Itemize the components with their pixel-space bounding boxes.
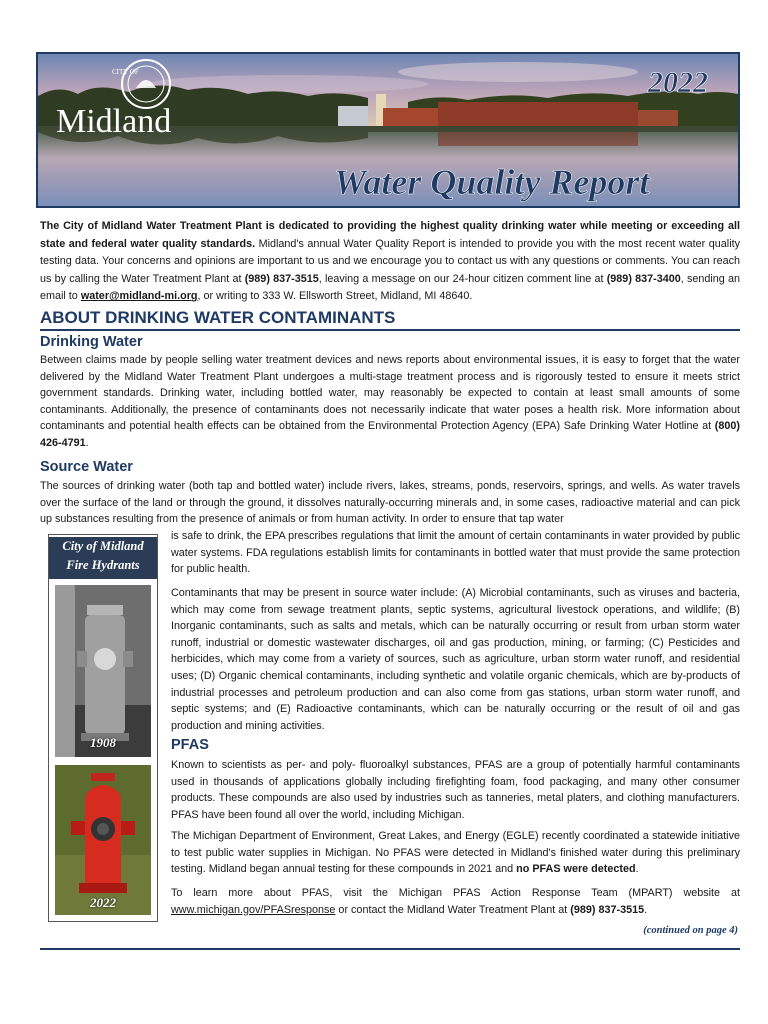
photo-year-1908: 1908 — [90, 735, 116, 750]
comment-line-phone: (989) 837-3400 — [606, 272, 681, 285]
intro-body-3: , sending an email to — [40, 272, 740, 303]
seal-text: CITY OF — [112, 68, 139, 76]
section-title-rule — [40, 329, 740, 331]
intro-body: Midland's annual Water Quality Report is intended to provide you with the most recent water quality testing data. Your concerns and opinions are important to us and we encourage you to contact us with any questions or comments. You can reach us by calling the Water Treatment Plant at — [40, 237, 741, 285]
epa-hotline: (800) 426-4791 — [40, 420, 740, 449]
source-water-text-cont: is safe to drink, the EPA prescribes regulations that limit the amount of certain contaminants in water provided by public water systems. FDA regulations establish limits for contaminants in bottled water that must provide the same protection for public health. — [171, 530, 740, 576]
plant-phone: (989) 837-3515 — [244, 272, 319, 285]
banner-lake-photo — [38, 54, 738, 206]
hydrant-sidebar — [48, 534, 158, 922]
pfas-paragraph-2: The Michigan Department of Environment, Great Lakes, and Energy (EGLE) recently coordinated a statewide initiative to test public water supplies in Michigan. No PFAS were detected in Midland's finished water during this preliminary testing. Midland began annual testing for these compounds in 2021 and no PFAS were detected. — [171, 830, 740, 876]
pfas-contact-phone: (989) 837-3515 — [570, 903, 645, 916]
source-water-heading: Source Water — [40, 459, 133, 475]
contaminants-text: Contaminants that may be present in source water include: (A) Microbial contaminants, such as viruses and bacteria, which may come from sewage treatment plants, septic systems, agricultural livestock operations, and wildlife; (B) Inorganic contaminants, such as salts and metals, which can be naturally occurring or result from urban storm water runoff, industrial or domestic wastewater discharges, oil and gas production, mining, or farming; (C) Pesticides and herbicides, which may come from a variety of sources, such as agriculture, urban storm water runoff, and residential uses; (D) Organic chemical contaminants, including synthetic and volatile organic chemicals, which are by-products of industrial processes and petroleum production and can also come from gas stations, urban storm water runoff, and septic systems; and (E) Radioactive contaminants, which can be naturally occurring or the result of oil and gas production and mining activities. — [171, 587, 740, 732]
hydrant-2022-photo — [55, 765, 151, 915]
source-water-text: The sources of drinking water (both tap and bottled water) include rivers, lakes, streams, ponds, reservoirs, springs, and wells. As water travels over the surface of the land or through the ground, it dissolves naturally-occurring minerals and, in some cases, radioactive material and can pick up substances resulting from the presence of animals or from human activity. In order to ensure that tap water — [40, 480, 740, 526]
section-title: ABOUT DRINKING WATER CONTAMINANTS — [40, 308, 396, 327]
pfas-heading: PFAS — [171, 737, 209, 753]
pfas-paragraph-3: To learn more about PFAS, visit the Michigan PFAS Action Response Team (MPART) website at www.michigan.gov/PFASresponse or contact the Midland Water Treatment Plant at (989) 837-3515. — [171, 887, 740, 916]
intro-body-2: , leaving a message on our 24-hour citizen comment line at — [318, 272, 607, 285]
drinking-water-text: Between claims made by people selling water treatment devices and news reports about environmental issues, it is easy to forget that the water delivered by the Midland Water Treatment Plant undergoes a multi-stage treatment process and is rigorously tested to ensure it meets strict government standards. Drinking water, including bottled water, may reasonably be expected to contain at least small amounts of some contaminants. Additionally, the presence of contaminants does not necessarily indicate that water poses a health risk. More information about contaminants and potential health effects can be obtained from the Environmental Protection Agency (EPA) Safe Drinking Water Hotline at (800) 426-4791. — [40, 354, 740, 449]
report-title: Water Quality Report — [334, 162, 650, 202]
bottom-rule — [40, 948, 740, 950]
intro-lead: The City of Midland Water Treatment Plant is dedicated to providing the highest quality drinking water while meeting or exceeding all state and federal water quality standards. — [40, 220, 740, 250]
photo-year-2022: 2022 — [90, 895, 116, 910]
pfas-paragraph-1: Known to scientists as per- and poly- fluoroalkyl substances, PFAS are a group of potentially harmful contaminants used in thousands of applications globally including firefighting foam, food packaging, and many other consumer products. These compounds are also used by industries such as tanneries, metal platers, and clothing manufacturers. PFAS have been found all over the world, including Michigan. — [171, 759, 740, 821]
drinking-water-heading: Drinking Water — [40, 334, 143, 350]
report-banner — [36, 52, 740, 208]
sidebar-title: City of Midland Fire Hydrants — [49, 537, 157, 579]
pfas-result: no PFAS were detected — [516, 863, 636, 876]
report-year: 2022 — [648, 66, 708, 99]
city-logo-text: Midland — [56, 103, 172, 140]
email-link[interactable]: water@midland-mi.org — [80, 290, 198, 303]
intro-paragraph — [40, 218, 740, 306]
continued-note: (continued on page 4) — [643, 925, 738, 936]
pfas-website-link[interactable]: www.michigan.gov/PFASresponse — [171, 903, 336, 916]
intro-body-4: , or writing to 333 W. Ellsworth Street, Midland, MI 48640. — [197, 290, 473, 303]
hydrant-1908-photo — [55, 585, 151, 757]
